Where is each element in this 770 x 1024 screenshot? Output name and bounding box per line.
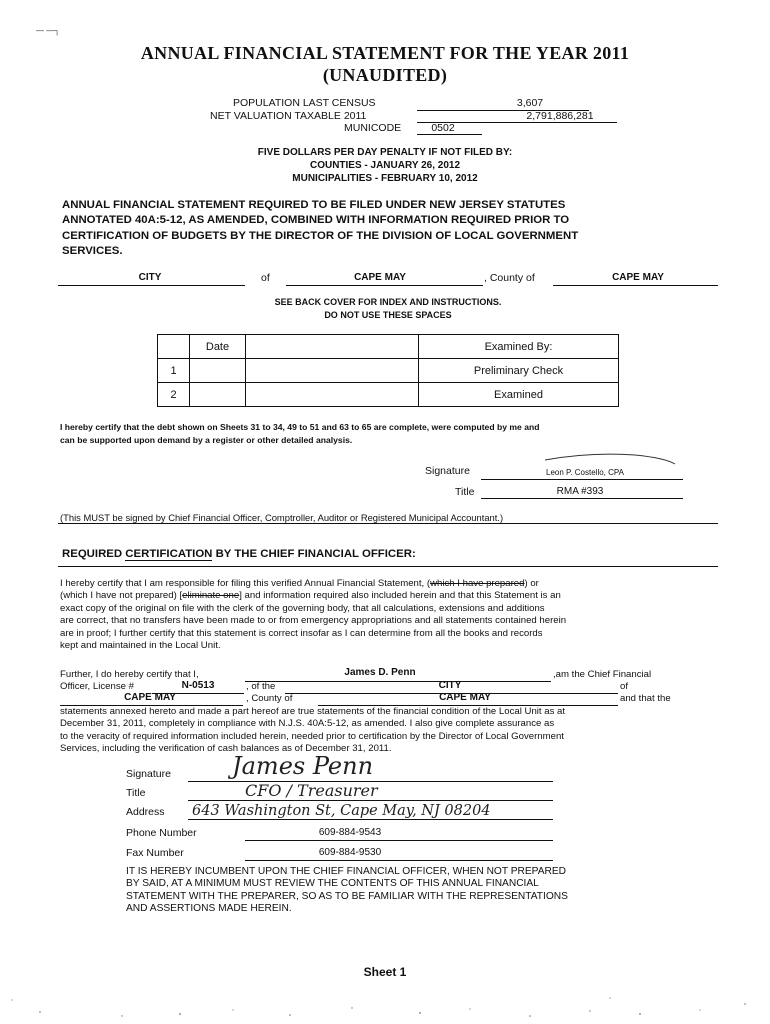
instructions-line1: SEE BACK COVER FOR INDEX AND INSTRUCTIONS. (274, 297, 502, 307)
date-header: Date (190, 335, 246, 359)
municode-value: 0502 (431, 122, 455, 134)
sheet-number: Sheet 1 (363, 965, 407, 979)
cfo-name: James D. Penn (344, 667, 416, 678)
phone-value: 609-884-9543 (318, 827, 382, 838)
phone-label: Phone Number (126, 827, 197, 839)
statute-line4: SERVICES. (62, 245, 123, 258)
debt-signature-value: Leon P. Costello, CPA (546, 468, 624, 477)
license-label: Officer, License # (60, 681, 134, 692)
county-label: , County of (484, 272, 535, 284)
county-of-label: , County of (246, 693, 293, 704)
municipality-name: CAPE MAY (354, 272, 406, 283)
am-cfo-label: ,am the Chief Financial (553, 669, 652, 680)
address-hand: 643 Washington St, Cape May, NJ 08204 (192, 803, 491, 819)
exam-row-num: 1 (158, 359, 190, 383)
of-label: of (261, 272, 270, 284)
cfo-county: CAPE MAY (439, 692, 491, 703)
valuation-label: NET VALUATION TAXABLE 2011 (210, 110, 367, 122)
examined-by-header: Examined By: (419, 335, 619, 359)
debt-title-label: Title (455, 486, 475, 498)
cfo-title-hand: CFO / Treasurer (245, 781, 378, 800)
unit-type: CITY (438, 680, 462, 691)
exam-row-label: Preliminary Check (419, 359, 619, 383)
corner-mark: — —┐ (36, 26, 60, 35)
cfo-cert-paragraph: I hereby certify that I am responsible for filing this verified Annual Financial Statement, (which I have prepared) or (which I have not prepared) [eliminate one] and information required also included herein and that this Statement is an exact copy of the original on file with the clerk of the governing body, that all calculations, extensions and additions are correct, that no transfers have been made to or from emergency appropriations and all statements contained herein are in proof; I further certify that this statement is correct insofar as I can determine from all the books and records kept and maintained in the Local Unit. (60, 578, 567, 652)
page-subtitle: (UNAUDITED) (322, 65, 448, 85)
statute-line3: CERTIFICATION OF BUDGETS BY THE DIRECTOR OF THE DIVISION OF LOCAL GOVERNMENT (62, 229, 579, 242)
penalty-line2: COUNTIES - JANUARY 26, 2012 (309, 160, 461, 171)
cfo-signature: James Penn (232, 752, 374, 780)
and-that-label: and that the (620, 693, 671, 704)
exam-row (158, 359, 619, 383)
exam-row-num: 2 (158, 383, 190, 407)
cfo-cert-heading: REQUIRED CERTIFICATION BY THE CHIEF FINANCIAL OFFICER: (62, 548, 416, 560)
instructions-line2: DO NOT USE THESE SPACES (324, 310, 452, 320)
signature-flourish (540, 450, 680, 470)
penalty-line1: FIVE DOLLARS PER DAY PENALTY IF NOT FILED BY: (257, 147, 513, 158)
address-label: Address (126, 806, 165, 818)
incumbent-notice: IT IS HEREBY INCUMBENT UPON THE CHIEF FINANCIAL OFFICER, WHEN NOT PREPARED BY SAID, AT A MINIMUM MUST REVIEW THE CONTENTS OF THIS ANNUAL FINANCIAL STATEMENT WITH THE PREPARER, SO AS TO BE FAMILIAR WITH THE REPRESENTATIONS AND ASSERTIONS MADE HEREIN. (126, 866, 568, 914)
county-name: CAPE MAY (612, 272, 664, 283)
debt-title-value: RMA #393 (556, 486, 604, 497)
of-label-2: of (620, 681, 629, 692)
debt-cert-line1: I hereby certify that the debt shown on Sheets 31 to 34, 49 to 51 and 63 to 65 are complete, were computed by me and (60, 422, 540, 432)
fax-value: 609-884-9530 (318, 847, 382, 858)
unit-name: CAPE MAY (124, 692, 176, 703)
municode-label: MUNICODE (344, 122, 402, 134)
statute-notice (62, 198, 578, 260)
population-value: 3,607 (516, 97, 544, 109)
population-label: POPULATION LAST CENSUS (233, 97, 376, 109)
cfo-cert-paragraph-2: statements annexed hereto and made a part hereof are true statements of the financial condition of the Local Unit as at December 31, 2011, completely in compliance with N.J.S. 40A:5-12, as amended. I also give complete assurance as to the veracity of required information included herein, needed prior to certification by the Director of Local Government Services, including the verification of cash balances as of December 31, 2011. (60, 706, 566, 755)
statute-line1: ANNUAL FINANCIAL STATEMENT REQUIRED TO BE FILED UNDER NEW JERSEY STATUTES (62, 199, 566, 211)
scan-noise (0, 990, 770, 1024)
page-title: ANNUAL FINANCIAL STATEMENT FOR THE YEAR 2011 (140, 43, 630, 63)
of-the-label: , of the (246, 681, 276, 692)
penalty-line3: MUNICIPALITIES - FEBRUARY 10, 2012 (292, 173, 478, 184)
license-number: N-0513 (181, 680, 215, 691)
statute-line2: ANNOTATED 40A:5-12, AS AMENDED, COMBINED WITH INFORMATION REQUIRED PRIOR TO (62, 214, 570, 227)
exam-row (158, 383, 619, 407)
exam-row-label: Examined (419, 383, 619, 407)
debt-signature-label: Signature (425, 465, 470, 477)
municipality-type: CITY (138, 272, 162, 283)
exam-table (157, 334, 619, 407)
exam-table-header (158, 335, 619, 359)
debt-cert-line2: can be supported upon demand by a register or other detailed analysis. (60, 435, 353, 445)
cfo-signature-label: Signature (126, 768, 171, 780)
cfo-title-label: Title (126, 787, 146, 799)
valuation-value: 2,791,886,281 (526, 110, 594, 122)
debt-cert-note: (This MUST be signed by Chief Financial Officer, Comptroller, Auditor or Registered Municipal Accountant.) (60, 512, 504, 523)
further-label: Further, I do hereby certify that I, (60, 669, 199, 680)
fax-label: Fax Number (126, 847, 184, 859)
